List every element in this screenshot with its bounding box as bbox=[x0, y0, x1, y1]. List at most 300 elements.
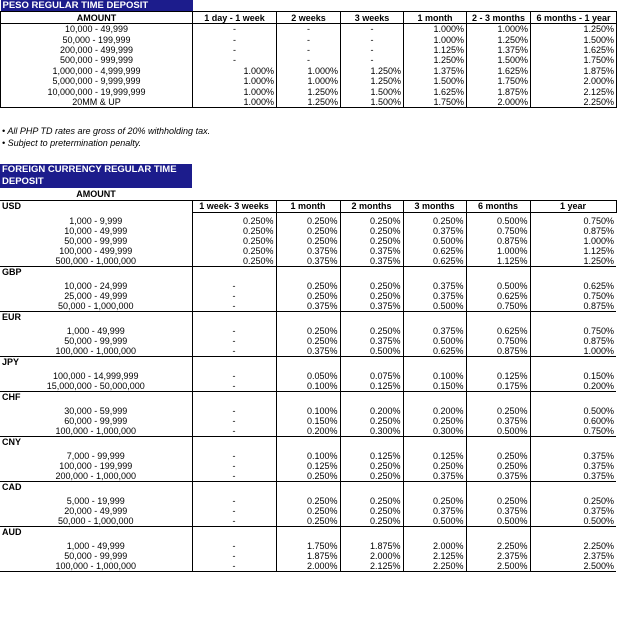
foreign-rate-cell: - bbox=[192, 381, 276, 392]
foreign-rate-cell: 2.375% bbox=[466, 551, 530, 561]
currency-code: AUD bbox=[0, 527, 192, 539]
currency-blank-cell bbox=[530, 267, 616, 279]
foreign-rate-cell: 0.250% bbox=[466, 496, 530, 506]
currency-blank-cell bbox=[530, 482, 616, 494]
currency-blank-cell bbox=[192, 357, 276, 369]
peso-rate-cell: 1.000% bbox=[467, 24, 531, 35]
foreign-rate-cell: 0.375% bbox=[403, 281, 466, 291]
peso-amount-cell: 500,000 - 999,999 bbox=[1, 55, 193, 65]
foreign-rate-cell: 0.050% bbox=[276, 371, 340, 381]
foreign-amount-cell: 30,000 - 59,999 bbox=[64, 406, 128, 416]
peso-rate-cell: 1.250% bbox=[531, 24, 617, 35]
foreign-rate-cell: 0.150% bbox=[276, 416, 340, 426]
foreign-table-row bbox=[0, 281, 616, 291]
peso-rate-cell: - bbox=[277, 55, 341, 65]
peso-rate-cell: 1.500% bbox=[341, 97, 404, 108]
currency-code: GBP bbox=[0, 267, 192, 279]
foreign-rate-cell: 0.500% bbox=[530, 406, 616, 416]
foreign-amount-cell: 200,000 - 1,000,000 bbox=[0, 471, 192, 482]
foreign-rate-cell: 0.875% bbox=[466, 346, 530, 357]
foreign-rate-cell: 0.250% bbox=[403, 496, 466, 506]
foreign-rate-cell: 0.750% bbox=[466, 336, 530, 346]
foreign-rate-cell: 0.250% bbox=[192, 246, 276, 256]
foreign-table-row bbox=[0, 451, 616, 461]
currency-blank-cell bbox=[276, 392, 340, 404]
peso-amount-cell: 10,000,000 - 19,999,999 bbox=[1, 86, 193, 96]
foreign-rate-cell: 0.625% bbox=[466, 326, 530, 336]
foreign-amount-cell: 100,000 - 499,999 bbox=[59, 246, 133, 256]
foreign-rate-cell: 0.100% bbox=[403, 371, 466, 381]
foreign-rate-cell: 0.500% bbox=[403, 236, 466, 246]
foreign-rate-cell: - bbox=[192, 506, 276, 516]
currency-blank-cell bbox=[276, 482, 340, 494]
currency-blank-cell bbox=[530, 357, 616, 369]
foreign-table-row bbox=[0, 291, 616, 301]
foreign-rate-cell: 0.250% bbox=[276, 281, 340, 291]
foreign-rate-cell: 0.625% bbox=[403, 246, 466, 256]
foreign-rate-cell: 1.000% bbox=[466, 246, 530, 256]
foreign-rate-cell: 0.375% bbox=[340, 246, 403, 256]
foreign-amount-cell: 500,000 - 1,000,000 bbox=[0, 256, 192, 267]
foreign-rate-cell: 2.125% bbox=[403, 551, 466, 561]
foreign-rate-cell: - bbox=[192, 541, 276, 551]
note-withholding-tax: • All PHP TD rates are gross of 20% withholding tax. bbox=[2, 126, 211, 136]
foreign-table-row bbox=[0, 246, 616, 256]
foreign-rate-cell: - bbox=[192, 301, 276, 312]
currency-header-row bbox=[0, 312, 616, 324]
peso-rows bbox=[1, 24, 617, 108]
peso-rate-cell: 1.375% bbox=[467, 45, 531, 55]
currency-header-row bbox=[0, 357, 616, 369]
foreign-header-term: 1 year bbox=[530, 201, 616, 213]
foreign-rate-cell: 2.250% bbox=[530, 541, 616, 551]
foreign-amount-row bbox=[0, 188, 616, 201]
peso-rate-cell: 1.625% bbox=[404, 86, 467, 96]
foreign-rate-cell: 2.000% bbox=[340, 551, 403, 561]
peso-rate-cell: 1.125% bbox=[404, 45, 467, 55]
foreign-header-term: 1 month bbox=[276, 201, 340, 213]
foreign-table-row bbox=[0, 301, 616, 312]
peso-rate-cell: - bbox=[193, 24, 277, 35]
currency-header-row bbox=[0, 201, 616, 213]
foreign-rate-cell: 0.375% bbox=[340, 336, 403, 346]
foreign-rate-cell: 0.375% bbox=[403, 326, 466, 336]
currency-blank-cell bbox=[340, 312, 403, 324]
foreign-header-term: 2 months bbox=[340, 201, 403, 213]
peso-amount-cell: 10,000 - 49,999 bbox=[1, 24, 193, 35]
foreign-rate-cell: 0.250% bbox=[403, 216, 466, 226]
currency-blank-cell bbox=[340, 392, 403, 404]
foreign-rate-cell: 0.250% bbox=[276, 496, 340, 506]
currency-blank-cell bbox=[276, 312, 340, 324]
peso-table-row bbox=[1, 66, 617, 76]
foreign-amount-cell: 100,000 - 1,000,000 bbox=[0, 346, 192, 357]
currency-blank-cell bbox=[340, 437, 403, 449]
foreign-rate-cell: 2.125% bbox=[340, 561, 403, 572]
peso-rate-cell: 1.750% bbox=[467, 76, 531, 86]
foreign-rate-cell: 0.250% bbox=[340, 461, 403, 471]
foreign-amount-cell: 60,000 - 99,999 bbox=[64, 416, 128, 426]
foreign-rate-cell: 0.150% bbox=[530, 371, 616, 381]
foreign-rate-cell: - bbox=[192, 461, 276, 471]
foreign-amount-cell: 25,000 - 49,999 bbox=[64, 291, 128, 301]
foreign-table-row bbox=[0, 236, 616, 246]
peso-header-term: 1 day - 1 week bbox=[193, 12, 277, 24]
foreign-rate-cell: 0.500% bbox=[466, 516, 530, 527]
peso-rates-table bbox=[0, 0, 617, 108]
currency-blank-cell bbox=[403, 437, 466, 449]
foreign-rate-cell: 0.250% bbox=[340, 216, 403, 226]
peso-rate-cell: - bbox=[193, 55, 277, 65]
foreign-rate-cell: 0.175% bbox=[466, 381, 530, 392]
foreign-rate-cell: 0.375% bbox=[403, 291, 466, 301]
peso-amount-cell: 5,000,000 - 9,999,999 bbox=[1, 76, 193, 86]
foreign-rate-cell: 0.075% bbox=[340, 371, 403, 381]
foreign-rate-cell: - bbox=[192, 291, 276, 301]
foreign-rate-cell: 0.500% bbox=[530, 516, 616, 527]
currency-blank-cell bbox=[530, 392, 616, 404]
foreign-table-row bbox=[0, 471, 616, 482]
peso-rate-cell: 1.000% bbox=[404, 24, 467, 35]
foreign-rate-cell: 0.125% bbox=[340, 451, 403, 461]
peso-header-term: 2 - 3 months bbox=[467, 12, 531, 24]
foreign-rate-cell: 0.375% bbox=[530, 471, 616, 482]
peso-rate-cell: - bbox=[277, 34, 341, 44]
currency-blank-cell bbox=[466, 392, 530, 404]
foreign-rate-cell: 0.875% bbox=[466, 236, 530, 246]
foreign-rate-cell: 0.375% bbox=[276, 346, 340, 357]
foreign-rate-cell: 0.200% bbox=[340, 406, 403, 416]
foreign-rate-cell: 2.000% bbox=[276, 561, 340, 572]
foreign-rate-cell: 0.250% bbox=[276, 516, 340, 527]
foreign-rate-cell: 0.250% bbox=[340, 496, 403, 506]
currency-code: JPY bbox=[0, 357, 192, 369]
foreign-rate-cell: - bbox=[192, 406, 276, 416]
peso-rate-cell: 1.500% bbox=[341, 86, 404, 96]
foreign-table-row bbox=[0, 551, 616, 561]
foreign-rate-cell: 0.100% bbox=[276, 406, 340, 416]
foreign-rate-cell: 0.250% bbox=[340, 281, 403, 291]
currency-blank-cell bbox=[466, 312, 530, 324]
peso-rate-cell: 1.250% bbox=[404, 55, 467, 65]
foreign-rate-cell: 0.250% bbox=[466, 461, 530, 471]
peso-header-amount: AMOUNT bbox=[1, 12, 193, 24]
foreign-rate-cell: 0.625% bbox=[403, 256, 466, 267]
foreign-rate-cell: - bbox=[192, 516, 276, 527]
currency-blank-cell bbox=[530, 312, 616, 324]
currency-blank-cell bbox=[340, 357, 403, 369]
foreign-rate-cell: 1.875% bbox=[276, 551, 340, 561]
peso-table-row bbox=[1, 24, 617, 35]
peso-header-row bbox=[1, 12, 617, 24]
foreign-rate-cell: 0.500% bbox=[466, 281, 530, 291]
peso-title-row bbox=[1, 0, 617, 12]
foreign-rate-cell: 0.750% bbox=[530, 216, 616, 226]
peso-amount-cell: 50,000 - 199,999 bbox=[1, 34, 193, 44]
foreign-rate-cell: 0.750% bbox=[530, 426, 616, 437]
currency-blank-cell bbox=[466, 527, 530, 539]
foreign-rate-cell: 0.250% bbox=[466, 451, 530, 461]
peso-header-term: 6 months - 1 year bbox=[531, 12, 617, 24]
foreign-amount-cell: 100,000 - 1,000,000 bbox=[0, 561, 192, 572]
foreign-rate-cell: 0.125% bbox=[403, 451, 466, 461]
foreign-rate-cell: 0.300% bbox=[403, 426, 466, 437]
foreign-amount-cell: 7,000 - 99,999 bbox=[66, 451, 125, 461]
foreign-rate-cell: 2.250% bbox=[466, 541, 530, 551]
peso-header-term: 2 weeks bbox=[277, 12, 341, 24]
peso-table-row bbox=[1, 34, 617, 44]
foreign-rate-cell: 0.375% bbox=[466, 506, 530, 516]
foreign-rate-cell: 0.125% bbox=[340, 381, 403, 392]
currency-code: EUR bbox=[0, 312, 192, 324]
foreign-rate-cell: 0.750% bbox=[466, 226, 530, 236]
peso-rate-cell: 1.375% bbox=[404, 66, 467, 76]
peso-rate-cell: 1.000% bbox=[193, 76, 277, 86]
peso-table-row bbox=[1, 45, 617, 55]
foreign-rate-cell: 0.375% bbox=[403, 226, 466, 236]
peso-rate-cell: 1.500% bbox=[467, 55, 531, 65]
foreign-rate-cell: 0.250% bbox=[276, 506, 340, 516]
peso-rate-cell: - bbox=[193, 34, 277, 44]
currency-code: CHF bbox=[0, 392, 192, 404]
currency-blank-cell bbox=[276, 527, 340, 539]
peso-rate-cell: - bbox=[277, 45, 341, 55]
foreign-rate-cell: 0.150% bbox=[403, 381, 466, 392]
foreign-rate-cell: 0.375% bbox=[403, 506, 466, 516]
foreign-rate-cell: 0.250% bbox=[276, 226, 340, 236]
foreign-rate-cell: - bbox=[192, 346, 276, 357]
peso-table-row bbox=[1, 97, 617, 108]
currency-blank-cell bbox=[276, 437, 340, 449]
foreign-rate-cell: - bbox=[192, 471, 276, 482]
foreign-rate-cell: 1.250% bbox=[530, 256, 616, 267]
foreign-amount-cell: 50,000 - 99,999 bbox=[64, 336, 128, 346]
currency-blank-cell bbox=[192, 527, 276, 539]
foreign-rate-cell: 0.500% bbox=[403, 516, 466, 527]
peso-amount-cell: 1,000,000 - 4,999,999 bbox=[1, 66, 193, 76]
foreign-rate-cell: - bbox=[192, 551, 276, 561]
currency-blank-cell bbox=[466, 357, 530, 369]
peso-table-row bbox=[1, 55, 617, 65]
note-pretermination: • Subject to pretermination penalty. bbox=[2, 138, 142, 148]
foreign-rate-cell: 0.375% bbox=[276, 246, 340, 256]
peso-rate-cell: 1.500% bbox=[404, 76, 467, 86]
peso-rate-cell: - bbox=[277, 24, 341, 35]
peso-rate-cell: 1.250% bbox=[467, 34, 531, 44]
foreign-amount-cell: 15,000,000 - 50,000,000 bbox=[0, 381, 192, 392]
foreign-rate-cell: 0.375% bbox=[466, 471, 530, 482]
foreign-rate-cell: 0.200% bbox=[403, 406, 466, 416]
foreign-rate-cell: 0.250% bbox=[276, 236, 340, 246]
foreign-rate-cell: - bbox=[192, 371, 276, 381]
foreign-rate-cell: 0.250% bbox=[192, 236, 276, 246]
foreign-table-row bbox=[0, 416, 616, 426]
foreign-title-row bbox=[0, 164, 616, 188]
foreign-rate-cell: 0.250% bbox=[466, 406, 530, 416]
foreign-rate-cell: 0.250% bbox=[276, 336, 340, 346]
peso-rate-cell: 1.250% bbox=[277, 86, 341, 96]
foreign-rate-cell: 0.125% bbox=[276, 461, 340, 471]
foreign-rate-cell: 0.600% bbox=[530, 416, 616, 426]
foreign-amount-cell: 50,000 - 1,000,000 bbox=[0, 516, 192, 527]
foreign-amount-cell: 100,000 - 1,000,000 bbox=[0, 426, 192, 437]
foreign-rate-cell: 0.750% bbox=[466, 301, 530, 312]
currency-header-row bbox=[0, 527, 616, 539]
foreign-table-row bbox=[0, 406, 616, 416]
currency-blank-cell bbox=[276, 357, 340, 369]
foreign-rate-cell: 0.375% bbox=[530, 506, 616, 516]
peso-amount-cell: 200,000 - 499,999 bbox=[1, 45, 193, 55]
currency-code: CAD bbox=[0, 482, 192, 494]
foreign-rate-cell: 0.750% bbox=[530, 291, 616, 301]
currency-blank-cell bbox=[340, 267, 403, 279]
foreign-table-row bbox=[0, 426, 616, 437]
peso-rate-cell: 2.000% bbox=[467, 97, 531, 108]
foreign-amount-cell: 10,000 - 24,999 bbox=[64, 281, 128, 291]
foreign-rate-cell: 0.375% bbox=[530, 461, 616, 471]
foreign-rate-cell: 1.125% bbox=[466, 256, 530, 267]
foreign-rate-cell: - bbox=[192, 336, 276, 346]
peso-header-term: 3 weeks bbox=[341, 12, 404, 24]
foreign-amount-cell: 50,000 - 1,000,000 bbox=[0, 301, 192, 312]
foreign-rate-cell: 0.250% bbox=[340, 326, 403, 336]
foreign-section-title: FOREIGN CURRENCY REGULAR TIME DEPOSIT bbox=[0, 164, 192, 188]
currency-header-row bbox=[0, 437, 616, 449]
peso-rate-cell: 1.625% bbox=[467, 66, 531, 76]
currency-header-row bbox=[0, 482, 616, 494]
foreign-table-row bbox=[0, 561, 616, 572]
foreign-rate-cell: 0.100% bbox=[276, 451, 340, 461]
currency-blank-cell bbox=[403, 527, 466, 539]
currency-header-row bbox=[0, 392, 616, 404]
foreign-rate-cell: 1.000% bbox=[530, 236, 616, 246]
currency-blank-cell bbox=[192, 437, 276, 449]
foreign-rate-cell: 0.300% bbox=[340, 426, 403, 437]
currency-blank-cell bbox=[403, 482, 466, 494]
foreign-rate-cell: 0.625% bbox=[466, 291, 530, 301]
peso-rate-cell: 2.125% bbox=[531, 86, 617, 96]
peso-rate-cell: 1.750% bbox=[531, 55, 617, 65]
foreign-rate-cell: 0.250% bbox=[340, 291, 403, 301]
foreign-rate-cell: 2.500% bbox=[466, 561, 530, 572]
foreign-table-row bbox=[0, 506, 616, 516]
peso-rate-cell: 2.000% bbox=[531, 76, 617, 86]
foreign-amount-cell: 20,000 - 49,999 bbox=[64, 506, 128, 516]
foreign-rate-cell: 0.250% bbox=[192, 226, 276, 236]
foreign-rate-cell: 1.875% bbox=[340, 541, 403, 551]
foreign-rate-cell: 0.750% bbox=[530, 326, 616, 336]
foreign-rate-cell: - bbox=[192, 281, 276, 291]
peso-rate-cell: 1.000% bbox=[404, 34, 467, 44]
foreign-rate-cell: 0.375% bbox=[340, 301, 403, 312]
foreign-rate-cell: 0.500% bbox=[466, 216, 530, 226]
foreign-rate-cell: 0.375% bbox=[530, 451, 616, 461]
peso-rate-cell: 1.750% bbox=[404, 97, 467, 108]
currency-blank-cell bbox=[192, 482, 276, 494]
foreign-currency-rates-table bbox=[0, 164, 617, 572]
foreign-rate-cell: 0.875% bbox=[530, 336, 616, 346]
currency-blank-cell bbox=[466, 482, 530, 494]
peso-amount-cell: 20MM & UP bbox=[1, 97, 193, 108]
foreign-rate-cell: 2.500% bbox=[530, 561, 616, 572]
foreign-rate-cell: 0.250% bbox=[276, 291, 340, 301]
currency-blank-cell bbox=[192, 392, 276, 404]
peso-rate-cell: 1.250% bbox=[277, 97, 341, 108]
foreign-rate-cell: 0.625% bbox=[530, 281, 616, 291]
foreign-table-row bbox=[0, 216, 616, 226]
foreign-rate-cell: 0.375% bbox=[276, 301, 340, 312]
foreign-amount-cell: 50,000 - 99,999 bbox=[64, 236, 128, 246]
currency-blank-cell bbox=[530, 527, 616, 539]
currency-header-row bbox=[0, 267, 616, 279]
peso-rate-cell: 1.000% bbox=[277, 76, 341, 86]
peso-rate-cell: 1.625% bbox=[531, 45, 617, 55]
foreign-rate-cell: 0.250% bbox=[340, 416, 403, 426]
foreign-table-row bbox=[0, 371, 616, 381]
peso-rate-cell: - bbox=[341, 24, 404, 35]
peso-rate-cell: - bbox=[193, 45, 277, 55]
peso-rate-cell: 2.250% bbox=[531, 97, 617, 108]
currency-blank-cell bbox=[276, 267, 340, 279]
peso-rate-cell: 1.000% bbox=[193, 86, 277, 96]
foreign-rate-cell: 0.500% bbox=[403, 301, 466, 312]
foreign-header-term: 6 months bbox=[466, 201, 530, 213]
foreign-amount-cell: 1,000 - 49,999 bbox=[66, 326, 125, 336]
currency-blank-cell bbox=[340, 527, 403, 539]
currency-blank-cell bbox=[340, 482, 403, 494]
peso-rate-cell: 1.875% bbox=[531, 66, 617, 76]
currency-blank-cell bbox=[530, 437, 616, 449]
currency-blank-cell bbox=[466, 267, 530, 279]
foreign-rate-cell: 0.250% bbox=[340, 516, 403, 527]
currency-code: USD bbox=[0, 201, 192, 213]
foreign-rate-cell: 1.000% bbox=[530, 346, 616, 357]
foreign-table-row bbox=[0, 516, 616, 527]
peso-rate-cell: - bbox=[341, 55, 404, 65]
foreign-rate-cell: 0.250% bbox=[340, 226, 403, 236]
foreign-rate-cell: 0.250% bbox=[276, 326, 340, 336]
peso-rate-cell: 1.000% bbox=[277, 66, 341, 76]
foreign-table-row bbox=[0, 496, 616, 506]
foreign-rate-cell: - bbox=[192, 561, 276, 572]
currency-blank-cell bbox=[192, 312, 276, 324]
foreign-amount-cell: 100,000 - 14,999,999 bbox=[52, 371, 139, 381]
foreign-rate-cell: 0.375% bbox=[466, 416, 530, 426]
foreign-rate-cell: 0.500% bbox=[466, 426, 530, 437]
peso-rate-cell: - bbox=[341, 45, 404, 55]
foreign-amount-cell: 100,000 - 199,999 bbox=[59, 461, 133, 471]
foreign-rate-cell: 0.250% bbox=[403, 416, 466, 426]
peso-rate-cell: 1.000% bbox=[193, 97, 277, 108]
peso-notes bbox=[2, 125, 210, 149]
foreign-rows bbox=[0, 201, 616, 572]
foreign-rate-cell: 2.250% bbox=[403, 561, 466, 572]
peso-rate-cell: 1.250% bbox=[341, 76, 404, 86]
foreign-amount-cell: 10,000 - 49,999 bbox=[64, 226, 128, 236]
currency-blank-cell bbox=[403, 392, 466, 404]
peso-header-term: 1 month bbox=[404, 12, 467, 24]
foreign-rate-cell: 0.250% bbox=[530, 496, 616, 506]
foreign-table-row bbox=[0, 541, 616, 551]
foreign-rate-cell: 0.250% bbox=[276, 471, 340, 482]
foreign-rate-cell: 0.375% bbox=[403, 471, 466, 482]
foreign-rate-cell: 0.250% bbox=[192, 256, 276, 267]
foreign-header-term: 3 months bbox=[403, 201, 466, 213]
foreign-rate-cell: 2.000% bbox=[403, 541, 466, 551]
foreign-rate-cell: 0.250% bbox=[340, 506, 403, 516]
foreign-table-row bbox=[0, 256, 616, 267]
foreign-table-row bbox=[0, 326, 616, 336]
